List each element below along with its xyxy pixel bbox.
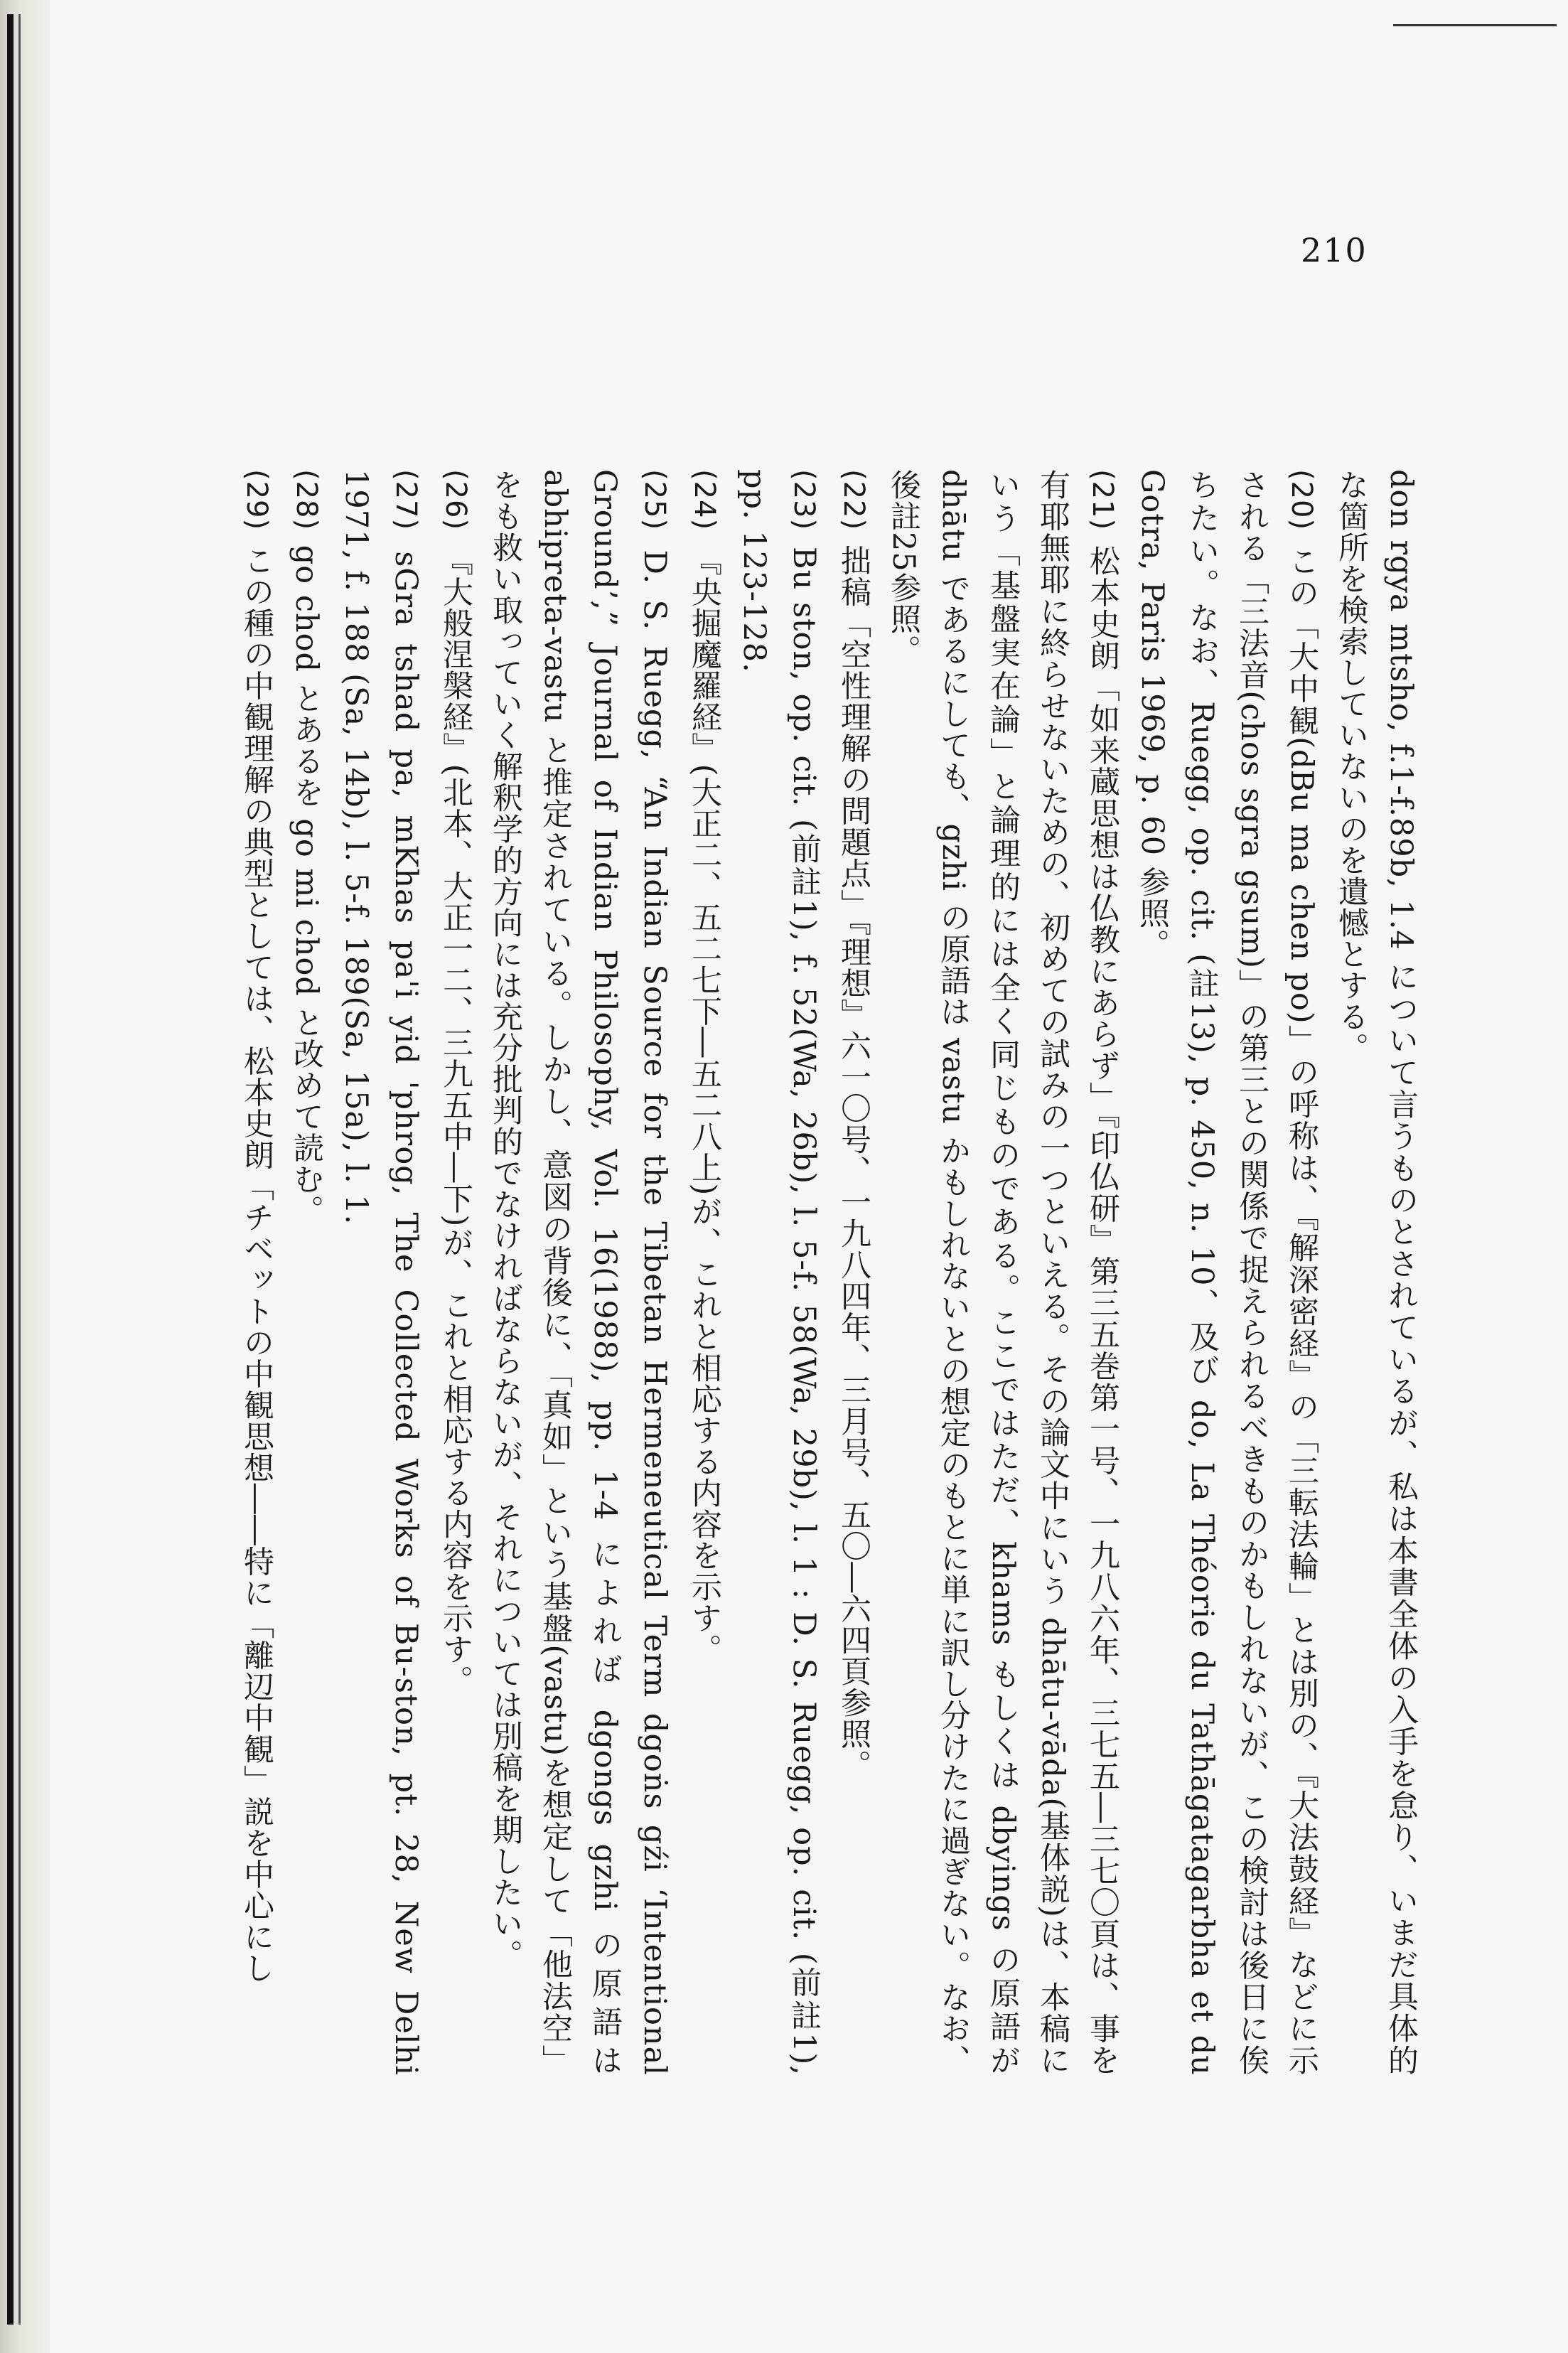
binding-edge-line — [7, 14, 14, 2325]
footnote-number: (28) — [290, 469, 323, 531]
footnote-number: (25) — [638, 469, 671, 531]
footnote-21 — [879, 469, 1127, 2076]
footnote-number: (21) — [1086, 469, 1119, 531]
footnote-20 — [1127, 469, 1326, 2076]
footnote-27 — [331, 469, 431, 2076]
footnote-text: go chod とあるを go mi chod と改めて読む。 — [289, 545, 324, 1226]
footnotes-block — [161, 469, 1426, 2076]
footnote-number: (23) — [788, 469, 820, 531]
top-rule — [1393, 24, 1557, 26]
footnote-text: この種の中観理解の典型としては、松本史朗「チベットの中観思想――特に「離辺中観」説を中心にし — [239, 545, 274, 1984]
footnote-text: D. S. Ruegg, “An Indian Source for the Tibetan Hermeneutical Term dgoṅs gźi ‘Intentional Ground’,” Journal of Indian Philosophy, Vol. 16(1988), pp. 1-4 によれば dgongs gzhi の原語は abhipreta-vastu と推定されている。しかし、意図の背後に、「真如」という基盤(vastu)を想定して「他法空」をも救い取っていく解釈学的方向には充分批判的でなければならないが、それについては別稿を期したい。 — [488, 469, 672, 2076]
footnote-26 — [431, 469, 480, 2076]
footnote-25 — [480, 469, 680, 2076]
footnote-number: (20) — [1285, 469, 1318, 531]
footnote-number: (22) — [837, 469, 870, 531]
footnote-22 — [829, 469, 879, 2076]
footnote-29 — [232, 469, 281, 2076]
footnote-24 — [680, 469, 729, 2076]
binding-edge-line-thin — [18, 14, 21, 2325]
footnote-23 — [729, 469, 829, 2076]
footnote-number: (27) — [390, 469, 422, 531]
footnote-text: 松本史朗「如来蔵思想は仏教にあらず」『印仏研』第三五巻第一号、一九八六年、三七五―三七〇頁は、事を有耶無耶に終らせないための、初めての試みの一つといえる。その論文中にいう dhātu-vāda(基体説)は、本稿にいう「基盤実在論」と論理的には全く同じものである。ここではただ、khams もしくは dbyings の原語が dhātu であるにしても、gzhi の原語は vastu かもしれないとの想定のもとに単に訳し分けたに過ぎない。なお、後註25参照。 — [886, 469, 1120, 2076]
footnote-text: 『央掘魔羅経』(大正二、五二七下―五二八上)が、これと相応する内容を示す。 — [687, 545, 722, 1666]
footnote-text: Bu ston, op. cit. (前註1), f. 52(Wa, 26b), l. 5-f. 58(Wa, 29b), l. 1 : D. S. Ruegg, op. cit. (前註1), pp. 123-128. — [736, 469, 822, 2076]
page-number: 210 — [1301, 231, 1368, 269]
footnote-continuation — [1326, 469, 1426, 2076]
footnote-text: sGra tshad pa, mKhas pa'i yid 'phrog, The Collected Works of Bu-ston, pt. 28, New Delhi 1971, f. 188 (Sa, 14b), l. 5-f. 189(Sa, 15a), l. 1. — [338, 469, 424, 2076]
footnote-text: don rgya mtsho, f.1-f.89b, 1.4 について言うものとされているが、私は本書全体の入手を怠り、いまだ具体的な箇所を検索していないのを遺憾とする。 — [1333, 469, 1419, 2076]
footnote-text: 拙稿「空性理解の問題点」『理想』六一〇号、一九八四年、三月号、五〇―六四頁参照。 — [836, 545, 871, 1781]
footnote-text: 『大般涅槃経』(北本、大正一二、三九五中―下)が、これと相応する内容を示す。 — [438, 545, 473, 1697]
footnote-text: この「大中観(dBu ma chen po)」の呼称は、『解深密経』の「三転法輪」とは別の、『大法鼓経』などに示される「三法音(chos sgra gsum)」の第三との関係で捉えられるべきものかもしれないが、この検討は後日に俟ちたい。なお、Ruegg, op. cit. (註13), p. 450, n. 10、及び do, La Théorie du Tathāgatagarbha et du Gotra, Paris 1969, p. 60 参照。 — [1134, 469, 1319, 2076]
footnote-number: (29) — [240, 469, 273, 531]
footnote-number: (26) — [439, 469, 472, 531]
footnote-28 — [281, 469, 331, 2076]
footnote-number: (24) — [688, 469, 721, 531]
